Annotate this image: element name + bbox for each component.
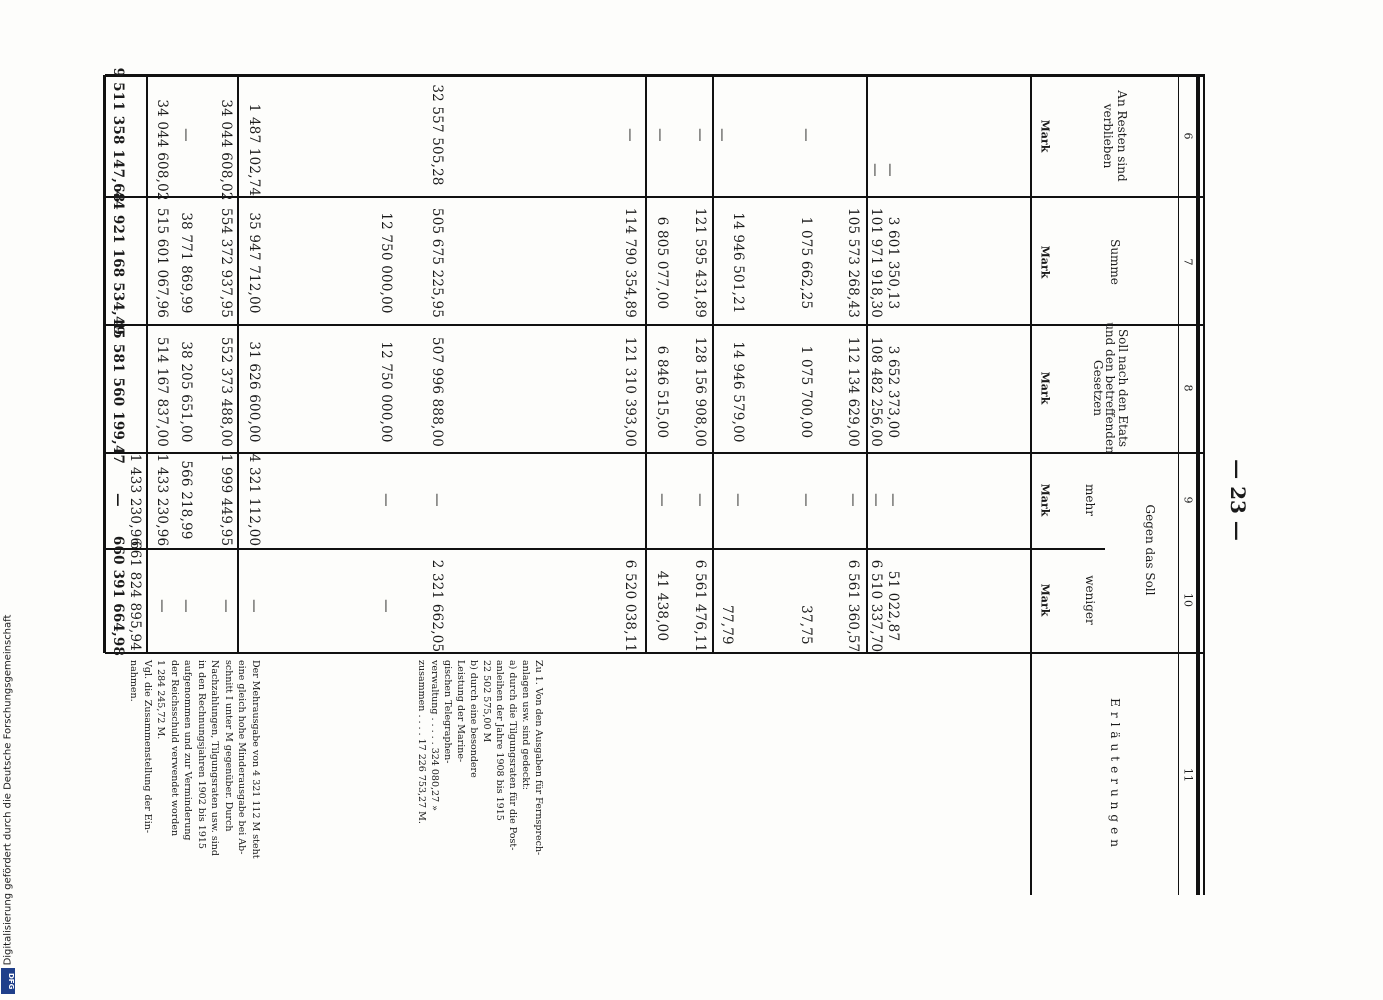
cell-r3-c8: 112 134 629,00 [845, 336, 861, 448]
cell-r2-c8: 108 482 256,00 [868, 336, 884, 448]
cell-r7-c10: 41 438,00 [654, 570, 670, 642]
cell-r12-c10: — [218, 599, 234, 613]
cell-r9-c7: 505 675 225,95 [429, 207, 445, 319]
unit-col-8: Mark [1038, 371, 1052, 405]
cell-r6-c10: 6 561 476,11 [692, 559, 708, 653]
cell-r1-c6: — [882, 163, 898, 177]
cell-r2-c9: — [868, 493, 884, 507]
row-sep-5 [146, 75, 148, 653]
cell-r8-c10: 6 520 038,11 [622, 559, 638, 653]
col-no-7: 7 [1181, 258, 1195, 266]
cell-r11-c10: — [246, 599, 262, 613]
header-col-6: An Resten sind verblieben [1101, 90, 1129, 182]
note-line: 22 502 575,00 M [481, 660, 492, 743]
row-sep-2 [712, 75, 714, 653]
cell-r9-c10: 2 321 662,05 [429, 559, 445, 653]
header-col-8: Soll nach den Etats und den betreffenden Gesetzen [1090, 322, 1130, 454]
page-number: — 23 — [1226, 459, 1250, 541]
row-sep-3 [645, 75, 647, 653]
note-line: in den Rechnungsjahren 1902 bis 1915 [196, 660, 207, 849]
col-sep-9-10 [105, 548, 1105, 550]
notes-block-a [415, 660, 545, 910]
cell-r6-c6: — [692, 128, 708, 142]
note-line: verwaltung . . . . . 324 080,27 » [429, 660, 440, 811]
cell-r13-c6: — [178, 128, 194, 142]
cell-r2-c7: 101 971 918,30 [868, 207, 884, 319]
cell-r14-c7: 515 601 067,96 [154, 207, 170, 319]
cell-r12-c8: 552 373 488,00 [218, 336, 234, 448]
cell-r2-c6: — [867, 163, 883, 177]
cell-r5-c10: 77,79 [719, 605, 735, 645]
cell-r4-c8: 1 075 700,00 [798, 345, 814, 439]
header-group-9-10: Gegen das Soll [1143, 504, 1157, 596]
note-line: Der Mehrausgabe von 4 321 112 M steht [250, 660, 261, 859]
cell-r4-c10: 37,75 [798, 605, 814, 645]
note-line: Vgl. die Zusammenstellung der Ein- [142, 660, 153, 834]
cell-r14-c9: 1 433 230,96 [154, 453, 170, 547]
cell-r10-c7: 12 750 000,00 [378, 212, 394, 314]
col-sep-6-7 [105, 196, 1205, 198]
note-line: anleihen der Jahre 1908 bis 1915 [494, 660, 505, 821]
cell-r14-c6: 34 044 608,02 [154, 99, 170, 201]
cell-r11-c9: 4 321 112,00 [246, 453, 262, 547]
note-line: nahmen. [128, 660, 140, 702]
row-sep-4 [237, 75, 239, 653]
note-line: 1 284 245,72 M. [155, 660, 167, 740]
col-no-11: 11 [1181, 768, 1195, 782]
cell-r4-c7: 1 075 662,25 [798, 216, 814, 310]
cell-r10-c10: — [378, 599, 394, 613]
cell-r1-c10: 51 022,87 [885, 570, 901, 642]
header-col-7: Summe [1108, 239, 1122, 285]
unit-col-7: Mark [1038, 245, 1052, 279]
table-top-border [105, 74, 1205, 77]
col-sep-7-8 [105, 324, 1205, 326]
cell-r2-c10: 6 510 337,70 [868, 559, 884, 653]
cell-r6-c7: 121 595 431,89 [692, 207, 708, 319]
note-line: b) durch eine besondere [468, 660, 479, 778]
note-line: aufgenommen und zur Verminderung [182, 660, 194, 841]
cell-r4-c6: — [798, 128, 814, 142]
cell-r16-c10: 660 391 664,98 [110, 535, 126, 657]
cell-r7-c8: 6 846 515,00 [654, 345, 670, 439]
note-line: zusammen . . . . 17 226 753,27 M. [416, 660, 427, 824]
table-right-border [1196, 75, 1200, 895]
cell-r14-c10: — [154, 599, 170, 613]
cell-r11-c6: 1 487 102,74 [246, 103, 262, 197]
cell-r14-c8: 514 167 837,00 [154, 336, 170, 448]
cell-r10-c8: 12 750 000,00 [378, 341, 394, 443]
cell-r11-c7: 35 947 712,00 [246, 212, 262, 314]
cell-r1-c8: 3 652 373,00 [885, 345, 901, 439]
cell-r16-c6: 9 511 358 147,68 [110, 67, 126, 203]
cell-r7-c6: — [652, 128, 668, 142]
cell-r7-c9: — [654, 493, 670, 507]
header-col-9: mehr [1083, 484, 1097, 516]
header-bottom-rule [1030, 75, 1032, 895]
cell-r13-c10: — [178, 599, 194, 613]
cell-r6-c8: 128 156 908,00 [692, 336, 708, 448]
cell-r4-c9: — [798, 493, 814, 507]
note-line: eine gleich hohe Minderausgabe bei Ab- [236, 660, 248, 855]
col-no-9: 9 [1181, 496, 1195, 504]
cell-r5-c9: — [730, 493, 746, 507]
cell-r6-c9: — [692, 493, 708, 507]
note-line: gischen Telegraphen- [442, 660, 453, 764]
colno-rule [1178, 75, 1179, 895]
note-line: Leistung der Marine- [455, 660, 466, 763]
unit-col-9: Mark [1038, 483, 1052, 517]
note-line: schnitt I unter M gegenüber. Durch [223, 660, 234, 832]
cell-r16-c9: — [110, 493, 126, 507]
cell-r1-c9: — [885, 493, 901, 507]
cell-r5-c8: 14 946 579,00 [730, 341, 746, 443]
notes-block-b [127, 660, 262, 910]
note-line: anlagen usw. sind gedeckt: [520, 660, 531, 790]
cell-r7-c7: 6 805 077,00 [654, 216, 670, 310]
cell-r10-c9: — [378, 493, 394, 507]
cell-r9-c6: 32 557 505,28 [429, 84, 445, 186]
header-col-10: weniger [1083, 575, 1097, 625]
cell-r3-c7: 105 573 268,43 [845, 207, 861, 319]
unit-col-6: Mark [1038, 119, 1052, 153]
cell-r8-c8: 121 310 393,00 [622, 336, 638, 448]
cell-r8-c6: — [622, 128, 638, 142]
cell-r15-c10: 661 824 895,94 [127, 540, 143, 652]
col-sep-8-9 [105, 452, 1205, 454]
cell-r9-c9: — [429, 493, 445, 507]
dfg-logo: DFG [1, 968, 15, 994]
cell-r13-c8: 38 205 651,00 [178, 341, 194, 443]
row-sep-6 [103, 75, 106, 653]
cell-r13-c9: 566 218,99 [178, 460, 194, 540]
cell-r11-c8: 31 626 600,00 [246, 341, 262, 443]
cell-r12-c6: 34 044 608,02 [218, 99, 234, 201]
note-line: a) durch die Tilgungsraten für die Post- [507, 660, 518, 851]
cell-r5-c6: — [714, 128, 730, 142]
header-col-11: Erläuterungen [1108, 698, 1122, 852]
cell-r5-c7: 14 946 501,21 [730, 212, 746, 314]
unit-col-10: Mark [1038, 583, 1052, 617]
col-no-8: 8 [1181, 384, 1195, 392]
cell-r9-c8: 507 996 888,00 [429, 336, 445, 448]
cell-r3-c10: 6 561 360,57 [845, 559, 861, 653]
cell-r16-c8: 45 581 560 199,47 [110, 319, 126, 465]
cell-r12-c7: 554 372 937,95 [218, 207, 234, 319]
cell-r15-c9: 1 433 230,96 [127, 453, 143, 547]
cell-r1-c7: 3 601 350,13 [885, 216, 901, 310]
note-line: Zu 1. Von den Ausgaben für Fernsprech- [533, 660, 544, 856]
cell-r3-c9: — [845, 493, 861, 507]
cell-r12-c9: 1 999 449,95 [218, 453, 234, 547]
col-no-6: 6 [1181, 132, 1195, 140]
note-line: Nachzahlungen, Tilgungsraten usw. sind [209, 660, 221, 856]
cell-r8-c7: 114 790 354,89 [622, 207, 638, 319]
cell-r16-c7: 44 921 168 534,49 [110, 190, 126, 336]
digitization-credit: Digitalisierung gefördert durch die Deutsche Forschungsgemeinschaft [2, 614, 14, 966]
col-no-10: 10 [1181, 593, 1195, 607]
col-sep-10-11 [105, 652, 1205, 654]
table-right-border-2 [1203, 75, 1205, 895]
cell-r13-c7: 38 771 869,99 [178, 212, 194, 314]
note-line: der Reichsschuld verwendet worden [169, 660, 180, 837]
